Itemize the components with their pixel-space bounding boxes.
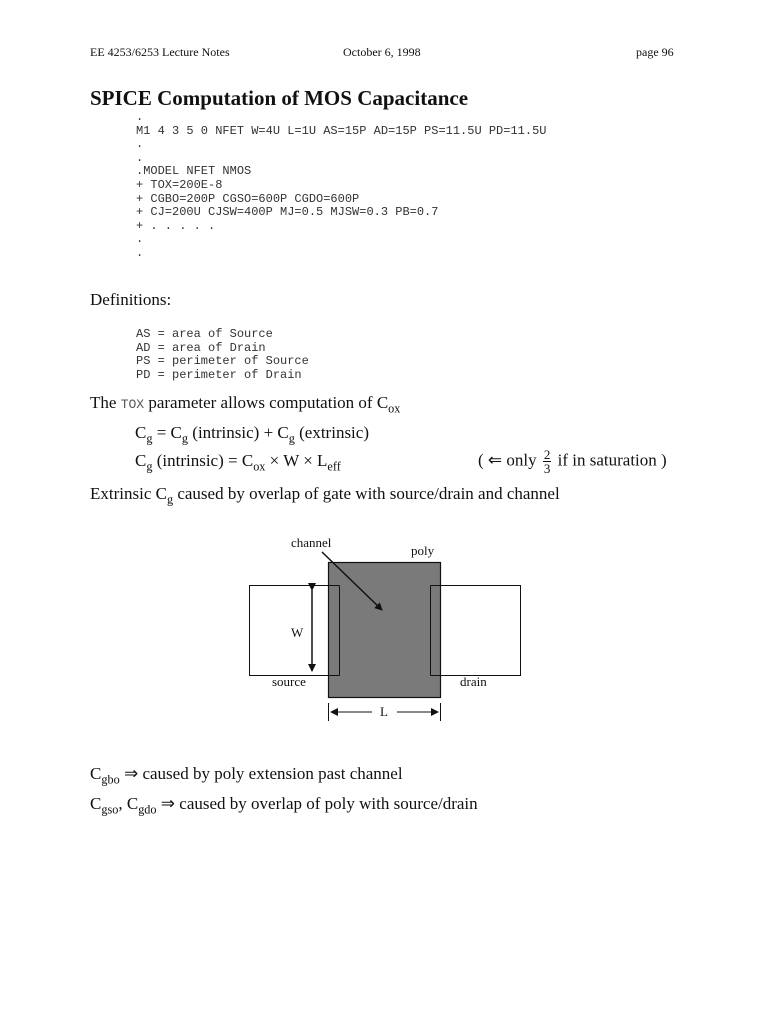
code-line: . xyxy=(136,150,144,165)
code-line: + CJ=200U CJSW=400P MJ=0.5 MJSW=0.3 PB=0.7 xyxy=(136,205,439,220)
extrinsic-sentence: Extrinsic $C_g$ caused by overlap of gate with source/drain and channel xyxy=(90,484,560,507)
definitions-heading: Definitions: xyxy=(90,290,172,309)
source-label: source xyxy=(272,674,306,689)
definition-item: PD = perimeter of Drain xyxy=(136,367,302,382)
width-label: W xyxy=(291,625,304,640)
length-label: L xyxy=(380,704,388,719)
definition-item: PS = perimeter of Source xyxy=(136,354,309,369)
code-line: .MODEL NFET NMOS xyxy=(136,164,252,179)
code-line: . xyxy=(136,137,144,152)
saturation-note: ( ⇐ only $\frac{2}{3}$ if in saturation ) xyxy=(478,447,667,476)
drain-label: drain xyxy=(460,674,487,689)
code-line: M1 4 3 5 0 NFET W=4U L=1U AS=15P AD=15P PS=11.5U PD=11.5U xyxy=(136,123,547,138)
cgbo-sentence: $C_{gbo}$ ⇒ caused by poly extension past channel xyxy=(90,764,403,787)
definition-item: AD = area of Drain xyxy=(136,340,266,355)
page-title: SPICE Computation of MOS Capacitance xyxy=(90,86,469,110)
poly-label: poly xyxy=(411,543,435,558)
poly-gate xyxy=(329,563,441,698)
header-date: October 6, 1998 xyxy=(343,45,421,59)
equation-cg-intrinsic: $C_g$ (intrinsic) = $C_{ox} \times W \times L_{eff}$ xyxy=(135,451,341,474)
tox-sentence: The TOX parameter allows computation of $C_{ox}$ xyxy=(90,393,401,416)
header-page-number: page 96 xyxy=(636,45,674,59)
channel-label: channel xyxy=(291,535,332,550)
code-line: . xyxy=(136,110,144,124)
drain-region xyxy=(431,586,521,676)
tox-code: TOX xyxy=(120,397,145,412)
code-line: . xyxy=(136,245,144,260)
equation-cg-total: $C_g = C_g$ (intrinsic) + $C_g$ (extrinsic) xyxy=(135,423,369,446)
two-thirds-fraction: $\frac{2}{3}$ xyxy=(543,447,551,476)
code-line: . xyxy=(136,232,144,247)
cgso-cgdo-sentence: $C_{gso}$, $C_{gdo}$ ⇒ caused by overlap of poly with source/drain xyxy=(90,794,478,817)
code-line: + TOX=200E-8 xyxy=(136,177,223,192)
definition-item: AS = area of Source xyxy=(136,327,273,341)
header-course: EE 4253/6253 Lecture Notes xyxy=(90,45,230,59)
code-line: + CGBO=200P CGSO=600P CGDO=600P xyxy=(136,191,360,206)
code-line: + . . . . . xyxy=(136,218,216,233)
